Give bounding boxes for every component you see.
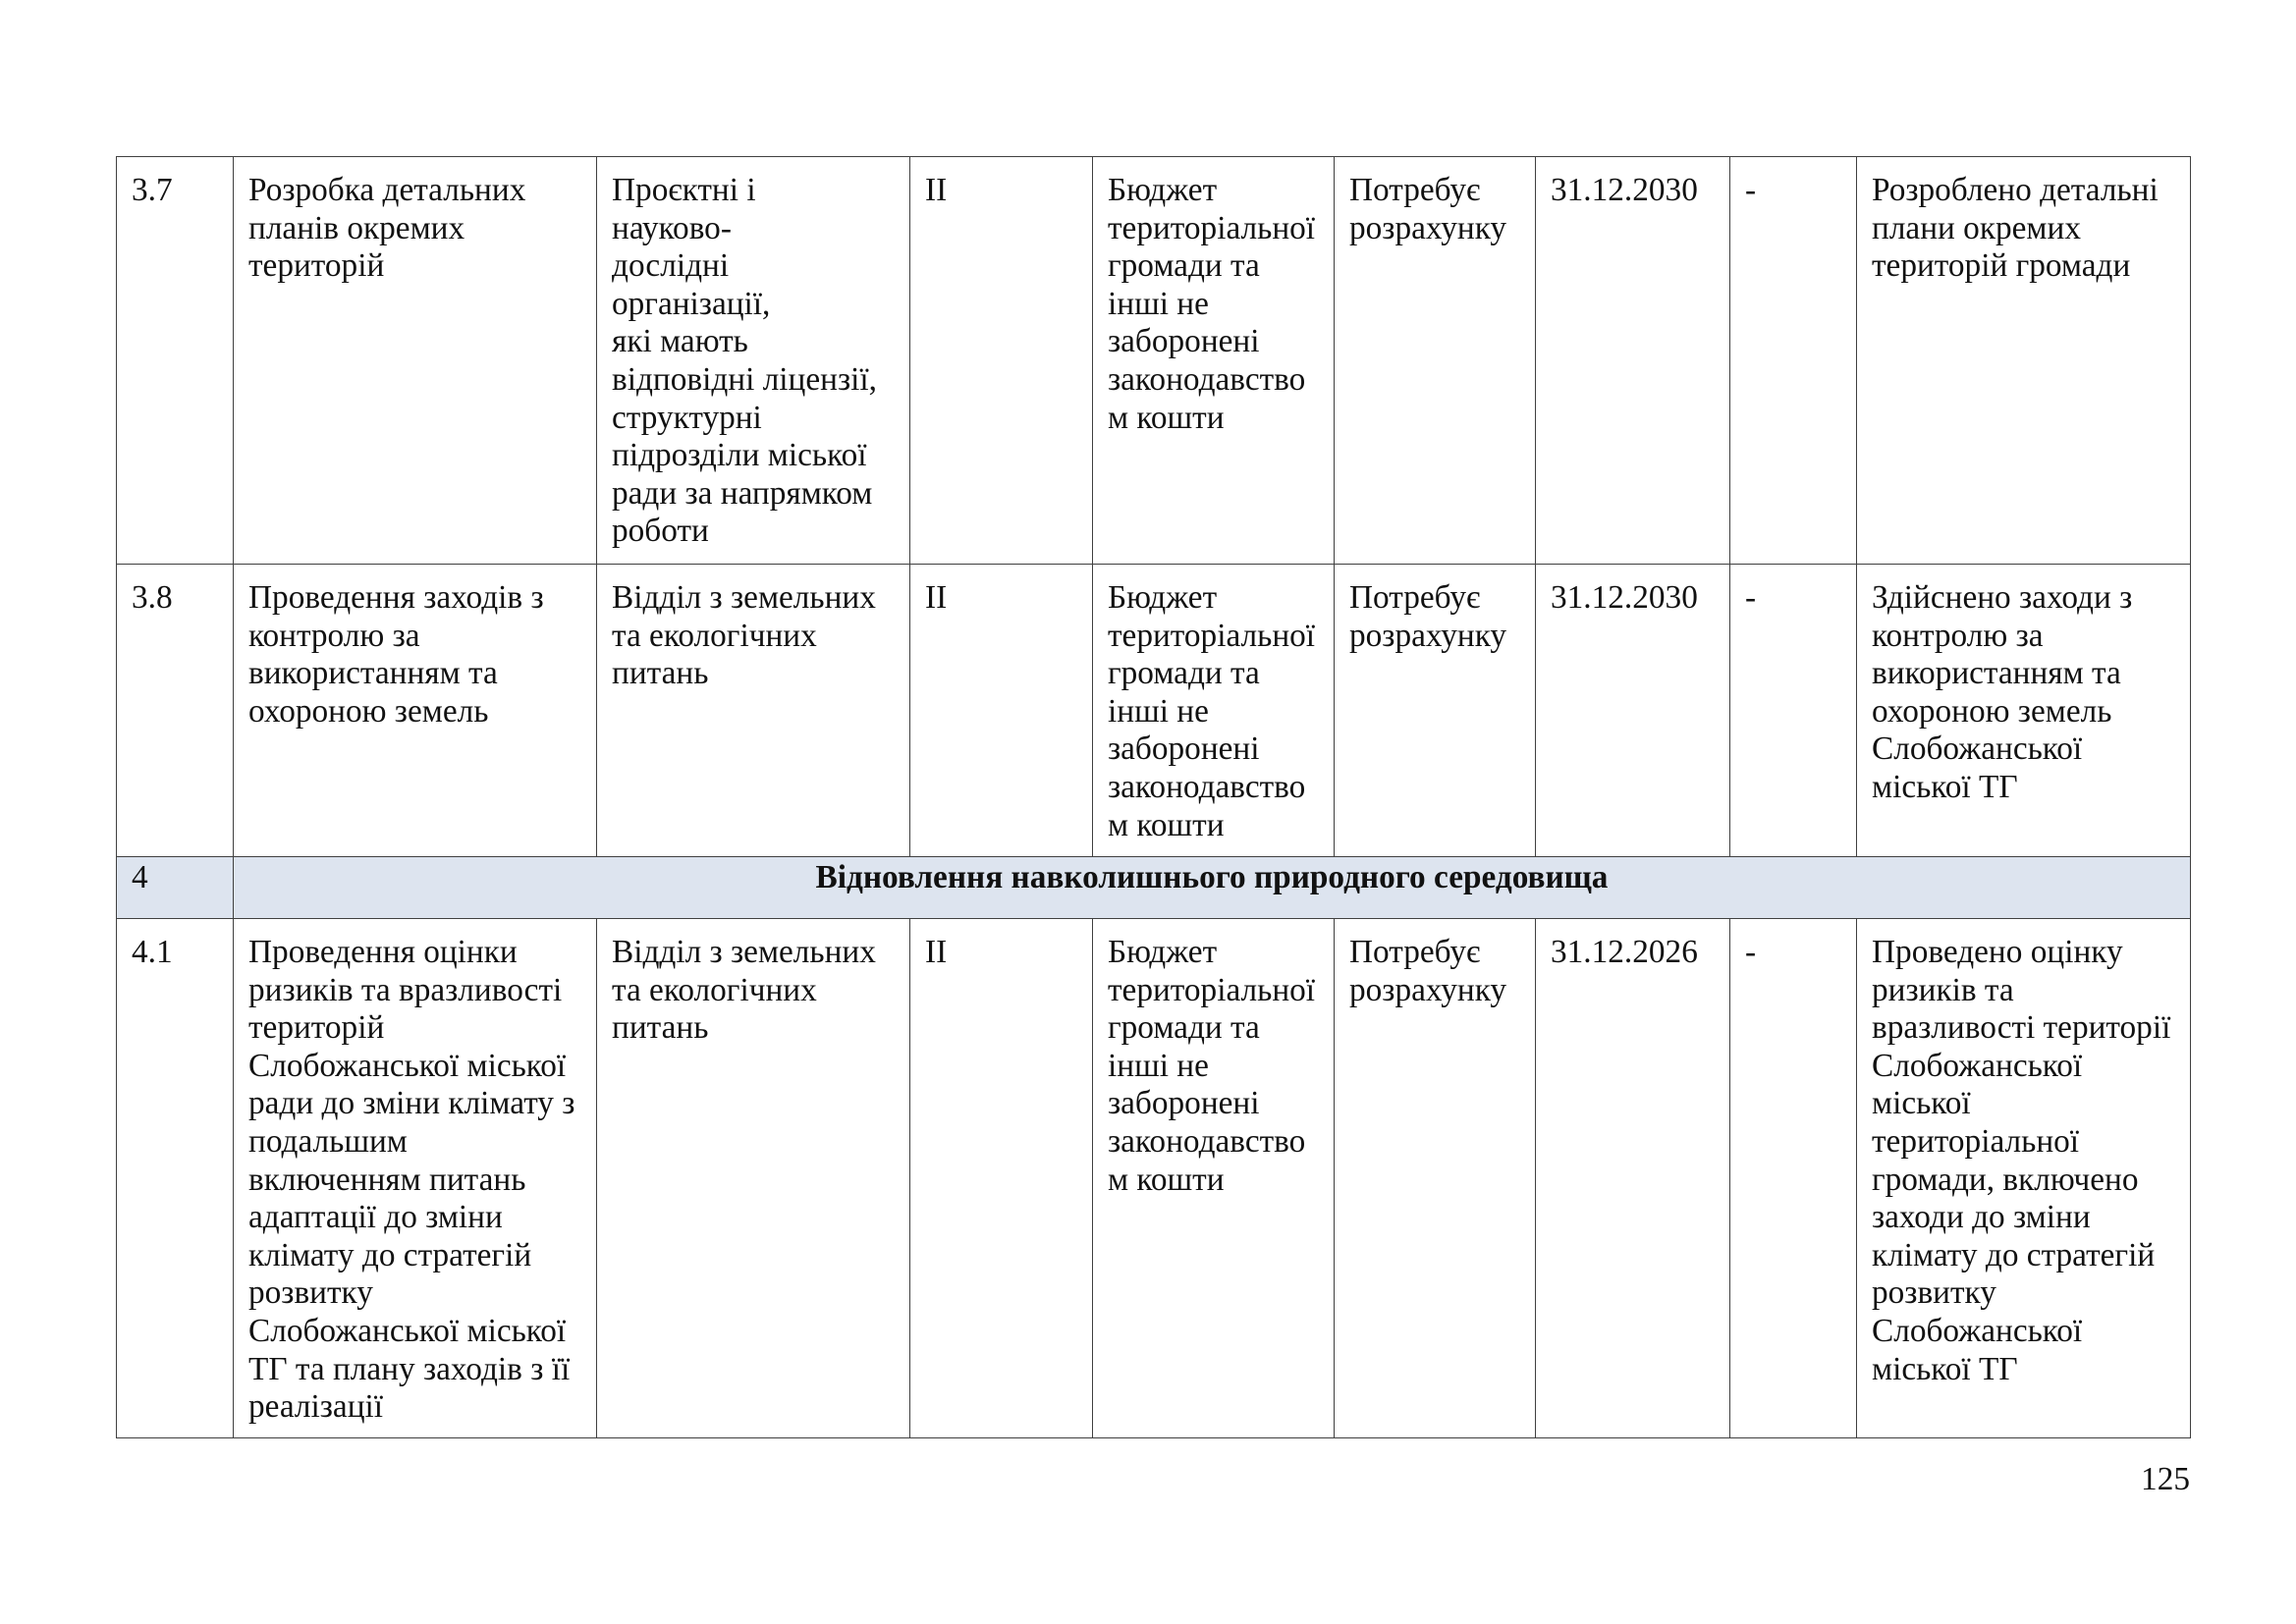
deadline-cell: 31.12.2030 (1536, 157, 1730, 565)
item-number-cell: 3.8 (117, 565, 234, 857)
indicator-cell: - (1730, 565, 1857, 857)
funding-source-cell: Бюджет територіальної громади та інші не заборонені законодавство м кошти (1093, 919, 1335, 1438)
table-row (117, 565, 2191, 857)
executors-cell: Відділ з земельних та екологічних питань (597, 565, 910, 857)
stage-cell: II (910, 157, 1093, 565)
expected-result-cell: Розроблено детальні плани окремих територій громади (1857, 157, 2191, 565)
expected-result-cell: Проведено оцінку ризиків та вразливості території Слобожанської міської територіальної громади, включено заходи до зміни клімату до стратегій розвитку Слобожанської міської ТГ (1857, 919, 2191, 1438)
executors-cell: Проєктні і науково- дослідні організації, які мають відповідні ліцензії, структурні підрозділи міської ради за напрямком роботи (597, 157, 910, 565)
indicator-cell: - (1730, 919, 1857, 1438)
table-row (117, 157, 2191, 565)
expected-result-cell: Здійснено заходи з контролю за використанням та охороною земель Слобожанської міської ТГ (1857, 565, 2191, 857)
item-number-cell: 3.7 (117, 157, 234, 565)
measure-cell: Проведення заходів з контролю за використанням та охороною земель (234, 565, 597, 857)
indicator-cell: - (1730, 157, 1857, 565)
stage-cell: II (910, 919, 1093, 1438)
measure-cell: Розробка детальних планів окремих територій (234, 157, 597, 565)
funding-amount-cell: Потребує розрахунку (1335, 565, 1536, 857)
page-number: 125 (2141, 1461, 2190, 1497)
section-number-cell: 4 (117, 857, 234, 919)
action-plan-table (116, 156, 2191, 1438)
funding-amount-cell: Потребує розрахунку (1335, 919, 1536, 1438)
item-number-cell: 4.1 (117, 919, 234, 1438)
executors-cell: Відділ з земельних та екологічних питань (597, 919, 910, 1438)
section-title: Відновлення навколишнього природного середовища (234, 857, 2191, 919)
table-row (117, 919, 2191, 1438)
funding-source-cell: Бюджет територіальної громади та інші не заборонені законодавство м кошти (1093, 565, 1335, 857)
funding-amount-cell: Потребує розрахунку (1335, 157, 1536, 565)
funding-source-cell: Бюджет територіальної громади та інші не заборонені законодавство м кошти (1093, 157, 1335, 565)
stage-cell: II (910, 565, 1093, 857)
measure-cell: Проведення оцінки ризиків та вразливості територій Слобожанської міської ради до зміни клімату з подальшим включенням питань адаптації до зміни клімату до стратегій розвитку Слобожанської міської ТГ та плану заходів з її реалізації (234, 919, 597, 1438)
deadline-cell: 31.12.2026 (1536, 919, 1730, 1438)
deadline-cell: 31.12.2030 (1536, 565, 1730, 857)
section-header-row (117, 857, 2191, 919)
